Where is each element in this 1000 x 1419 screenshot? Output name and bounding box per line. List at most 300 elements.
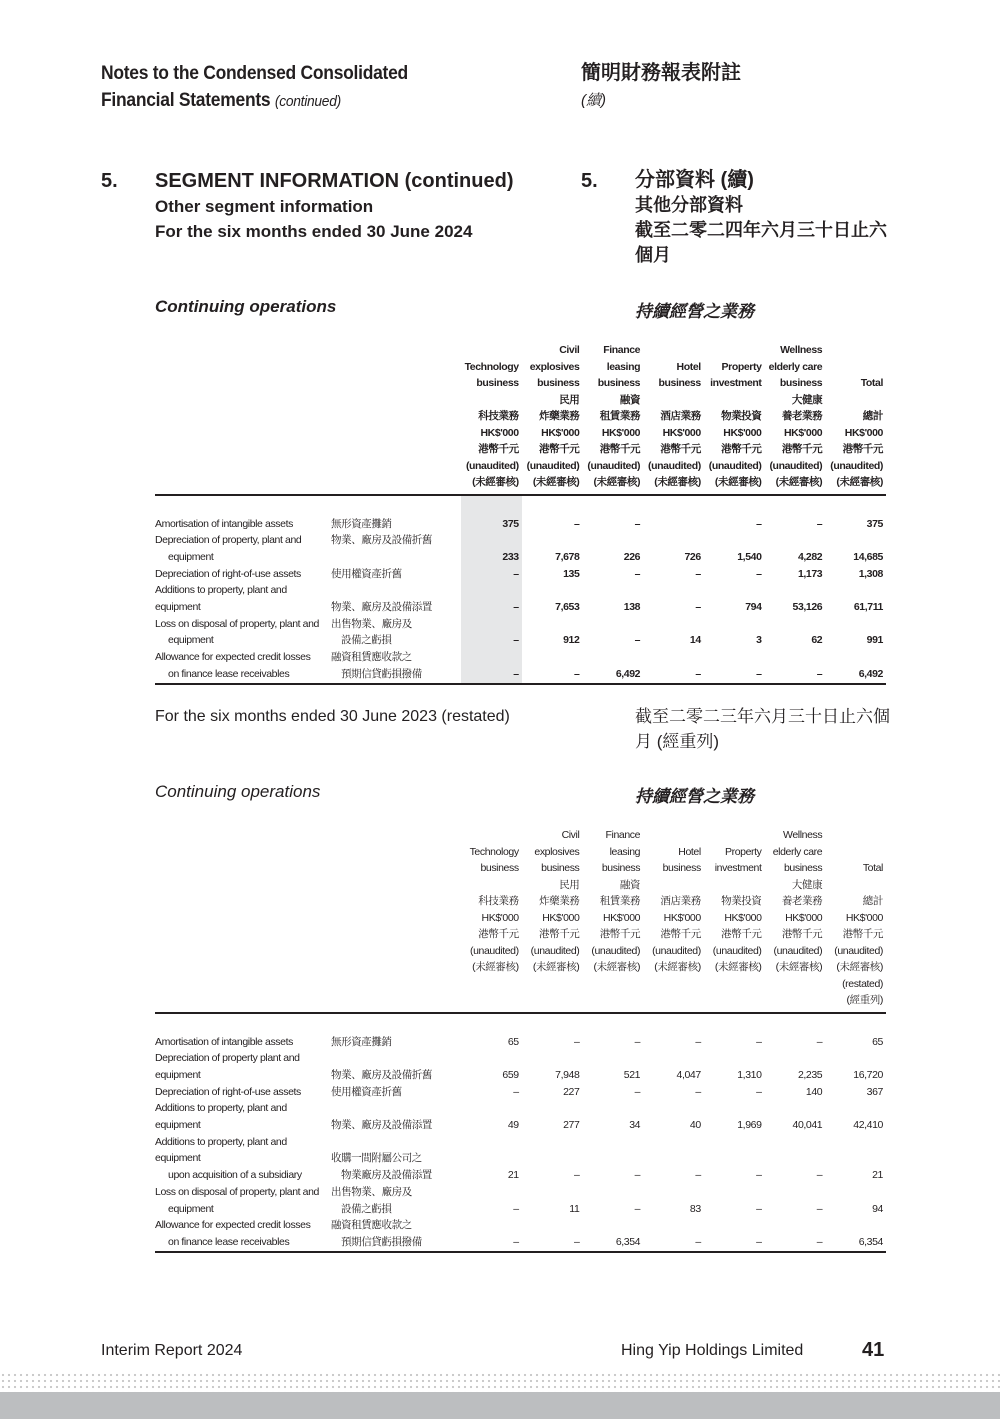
column-header-line: HK$'000: [783, 426, 823, 439]
row-label-en-line2: equipment: [168, 1202, 214, 1215]
value-cell: –: [634, 634, 641, 647]
row-label-en: [155, 1134, 331, 1184]
column-header-line: 港幣千元: [842, 928, 883, 940]
value-cell: 16,720: [853, 1068, 883, 1081]
column-header-line: [825, 827, 883, 844]
value-cell: –: [816, 1169, 823, 1182]
column-header-line: 酒店業務: [660, 895, 701, 907]
column-header-line: HK$'000: [541, 426, 580, 439]
row-label-zh-line1: 物業、廠房及設備折舊: [331, 1068, 432, 1081]
column-header-line: 港幣千元: [599, 443, 641, 455]
column-header-line: 酒店業務: [660, 410, 701, 422]
value-cell: –: [816, 517, 823, 530]
value-cell: 521: [623, 1068, 641, 1081]
column-header-line: Finance: [603, 344, 641, 356]
row-label-zh-line2: 預期信貸虧損撥備: [341, 667, 422, 680]
value-cell: –: [634, 1169, 641, 1182]
column-header-line: [825, 342, 883, 359]
value-cell: –: [695, 1035, 701, 1048]
column-header-line: (未經審核): [775, 476, 823, 488]
column-header-line: (unaudited): [830, 459, 883, 472]
column-header-line: [765, 992, 823, 1009]
table-row: [155, 582, 886, 615]
table-spacer-row: [155, 1013, 886, 1034]
column-header-line: business: [601, 862, 641, 874]
header-continued-zh: (續): [581, 92, 606, 109]
page-header-zh: [581, 60, 741, 114]
column-header-line: investment: [710, 377, 762, 389]
column-header-line: (unaudited): [526, 459, 580, 472]
spacer-cell: [461, 1013, 522, 1034]
column-header-line: 港幣千元: [539, 443, 580, 455]
value-cell: 1,540: [737, 550, 762, 563]
column-header-line: business: [541, 862, 580, 874]
column-header-line: [643, 827, 701, 844]
value-cell: –: [461, 1217, 522, 1251]
value-cell: 83: [689, 1202, 701, 1215]
column-header-line: (unaudited): [773, 944, 823, 957]
row-label-zh: [331, 532, 461, 565]
row-label-zh-spacer: [331, 549, 458, 566]
value-cell: –: [643, 1217, 704, 1251]
value-cell: –: [704, 1217, 765, 1251]
value-cell: 7,948: [555, 1068, 580, 1081]
column-header-line: HK$'000: [663, 911, 701, 924]
column-header-line: explosives: [534, 845, 580, 858]
row-label-zh-line1: 無形資產攤銷: [331, 1035, 392, 1048]
column-header-line: 融資: [619, 878, 641, 891]
continuing-operations-en-1: Continuing operations: [155, 297, 337, 316]
column-header-line: (unaudited): [652, 944, 701, 957]
column-header: [704, 827, 765, 1013]
row-label-zh-line1: 收購一間附屬公司之: [331, 1152, 422, 1165]
row-label-zh: [331, 649, 461, 683]
column-header-line: 港幣千元: [660, 928, 701, 940]
spacer-cell: [582, 1013, 643, 1034]
value-cell: –: [573, 1035, 580, 1048]
spacer-cell: [522, 1013, 583, 1034]
column-header-line: business: [779, 377, 823, 389]
column-header-line: (未經審核): [472, 961, 519, 973]
row-label-zh-line1: 出售物業、廠房及: [331, 1185, 412, 1198]
table-row: [155, 1050, 886, 1083]
value-cell: 14: [689, 634, 701, 647]
column-header: [461, 342, 522, 495]
column-header-line: (未經審核): [654, 476, 701, 488]
column-header-line: [522, 992, 580, 1009]
header-title-line2: Financial Statements: [101, 90, 271, 111]
value-cell: 140: [805, 1085, 823, 1098]
column-header-line: Civil: [561, 829, 580, 841]
column-header-line: 港幣千元: [721, 928, 762, 940]
column-header: [704, 342, 765, 495]
column-header-line: HK$'000: [542, 911, 580, 924]
column-header-line: [643, 992, 701, 1009]
value-cell: 912: [563, 634, 580, 647]
page-number: 41: [862, 1339, 885, 1361]
column-header-line: 總計: [862, 410, 883, 422]
header-blank: [331, 342, 461, 495]
value-cell: 6,492: [582, 649, 643, 683]
value-cell: 2,235: [797, 1068, 823, 1081]
column-header-line: (unaudited): [591, 944, 641, 957]
column-header-line: 養老業務: [781, 410, 823, 422]
column-header-line: (未經審核): [532, 961, 580, 973]
row-label-en-line1: Amortisation of intangible assets: [155, 517, 293, 530]
value-cell: 1,969: [737, 1119, 762, 1132]
table-header-row: [155, 827, 886, 1013]
column-header-line: Property: [721, 360, 762, 373]
column-header-line: 民用: [559, 393, 580, 406]
column-header-line: business: [537, 377, 580, 389]
column-header-line: (經重列): [846, 994, 883, 1006]
column-header-line: HK$'000: [845, 911, 883, 924]
column-header-line: elderly care: [772, 845, 823, 858]
column-header-line: 養老業務: [781, 895, 823, 907]
value-cell: [643, 516, 704, 533]
row-label-zh-line2: 設備之虧損: [341, 1202, 392, 1215]
column-header-line: HK$'000: [601, 426, 641, 439]
column-header-line: [643, 342, 701, 359]
value-cell: –: [756, 1202, 762, 1215]
column-header-line: 港幣千元: [842, 443, 883, 455]
spacer-cell: [461, 495, 522, 516]
section-title-zh: 分部資料 (續): [635, 169, 754, 191]
section-period-en: For the six months ended 30 June 2024: [155, 222, 473, 241]
row-label-zh-line1: 使用權資產折舊: [331, 567, 402, 580]
column-header: [461, 827, 522, 1013]
value-cell: 726: [684, 550, 701, 563]
row-label-en-line1: Depreciation of property plant and equipment: [155, 1052, 300, 1081]
value-cell: –: [522, 649, 583, 683]
column-header-line: investment: [714, 862, 762, 874]
column-header-line: (unaudited): [587, 459, 641, 472]
column-header-line: [461, 992, 519, 1009]
row-label-en-line1: Amortisation of intangible assets: [155, 1035, 293, 1048]
row-label-en: [155, 582, 331, 615]
value-cell: 135: [563, 567, 580, 580]
row-label-zh: [331, 1184, 461, 1217]
column-header-line: (未經審核): [472, 476, 519, 488]
column-header-line: (unaudited): [834, 944, 883, 957]
column-header-line: business: [476, 377, 519, 389]
row-label-zh: [331, 1217, 461, 1251]
value-cell: –: [573, 1169, 580, 1182]
row-label-zh-line2: 物業廠房及設備添置: [341, 1169, 432, 1182]
column-header-line: 炸藥業務: [539, 410, 580, 422]
column-header-line: HK$'000: [723, 426, 762, 439]
section-period-zh: 截至二零二四年六月三十日止六個月: [635, 220, 887, 265]
column-header-line: (未經審核): [836, 476, 883, 488]
value-cell: 367: [866, 1085, 883, 1098]
row-label-en: [155, 1184, 331, 1217]
value-cell: –: [634, 517, 641, 530]
row-label-zh: [331, 616, 461, 649]
value-cell: –: [461, 616, 522, 649]
table-row: [155, 1034, 886, 1051]
value-cell: 7,653: [555, 601, 580, 614]
value-cell: 7,678: [555, 550, 580, 563]
value-cell: –: [461, 649, 522, 683]
period-2023-en: For the six months ended 30 June 2023 (restated): [155, 708, 510, 725]
value-cell: 42,410: [853, 1119, 883, 1132]
row-label-en: [155, 566, 331, 583]
column-header-line: [643, 392, 701, 409]
period-2023-zh: 截至二零二三年六月三十日止六個月 (經重列): [635, 707, 890, 751]
column-header-line: [765, 976, 823, 993]
column-header-line: Total: [862, 862, 883, 874]
value-cell: 375: [866, 517, 883, 530]
value-cell: 375: [461, 516, 522, 533]
row-label-zh-line2: 設備之虧損: [341, 634, 392, 647]
value-cell: –: [765, 1217, 826, 1251]
header-blank: [331, 827, 461, 1013]
row-label-en: [155, 1217, 331, 1251]
row-label-en-line1: Allowance for expected credit losses: [155, 651, 311, 664]
row-label-zh: [331, 1034, 461, 1051]
value-cell: 227: [563, 1085, 580, 1098]
section-heading-zh: [635, 168, 895, 268]
column-header-line: Property: [725, 845, 762, 858]
spacer-cell: [765, 1013, 826, 1034]
value-cell: 34: [629, 1119, 641, 1132]
column-header-line: Technology: [464, 360, 519, 373]
column-header-line: HK$'000: [481, 911, 519, 924]
column-header-line: (unaudited): [648, 459, 701, 472]
value-cell: –: [695, 601, 701, 614]
value-cell: 277: [563, 1119, 580, 1132]
value-cell: 61,711: [853, 601, 883, 614]
value-cell: –: [765, 649, 826, 683]
table-row: [155, 1100, 886, 1133]
table-header-row: [155, 342, 886, 495]
value-cell: 233: [461, 532, 522, 565]
table-row: [155, 1134, 886, 1184]
column-header-line: 大健康: [791, 393, 823, 406]
section-title-en: SEGMENT INFORMATION (continued): [155, 170, 514, 192]
spacer-cell: [825, 1013, 886, 1034]
spacer-cell: [522, 495, 583, 516]
column-header-line: 港幣千元: [599, 928, 641, 940]
value-cell: 14,685: [853, 550, 883, 563]
row-label-en: [155, 649, 331, 683]
value-cell: 6,354: [825, 1217, 886, 1251]
column-header-line: Wellness: [783, 829, 823, 841]
column-header-line: 科技業務: [478, 410, 519, 422]
column-header-line: [825, 359, 883, 376]
column-header: [825, 342, 886, 495]
column-header-line: [461, 827, 519, 844]
continuing-operations-en-2: Continuing operations: [155, 782, 321, 801]
value-cell: 3: [756, 634, 762, 647]
column-header-line: HK$'000: [662, 426, 701, 439]
row-label-zh-line1: 物業、廠房及設備折舊: [331, 534, 432, 547]
column-header-line: business: [662, 862, 701, 874]
value-cell: –: [634, 1085, 641, 1098]
row-label-en-line2: upon acquisition of a subsidiary: [168, 1169, 302, 1182]
column-header-line: 民用: [559, 878, 580, 891]
column-header-line: [825, 877, 883, 894]
row-label-en: [155, 616, 331, 649]
value-cell: 40,041: [792, 1119, 823, 1132]
column-header-line: (unaudited): [530, 944, 580, 957]
value-cell: –: [643, 649, 704, 683]
footer-band: [0, 1392, 1000, 1419]
column-header-line: HK$'000: [602, 911, 641, 924]
row-label-en: [155, 532, 331, 565]
column-header-line: 港幣千元: [781, 443, 823, 455]
row-label-en-line1: Additions to property, plant and equipment: [155, 1135, 287, 1165]
value-cell: –: [573, 517, 580, 530]
value-cell: –: [695, 1085, 701, 1098]
column-header-line: 炸藥業務: [539, 895, 580, 907]
column-header-line: [522, 976, 580, 993]
value-cell: 4,282: [797, 550, 823, 563]
row-label-en-line1: Additions to property, plant and equipment: [155, 1102, 287, 1132]
row-label-en-line1: Additions to property, plant and equipment: [155, 584, 287, 614]
column-header-line: business: [480, 862, 519, 874]
spacer-cell: [331, 495, 461, 516]
value-cell: 794: [745, 601, 762, 614]
row-label-en-line2: on finance lease receivables: [168, 1235, 290, 1248]
value-cell: –: [461, 582, 522, 615]
row-label-zh: [331, 582, 461, 615]
table-row: [155, 649, 886, 683]
column-header: [825, 827, 886, 1013]
value-cell: 94: [872, 1202, 883, 1215]
value-cell: 53,126: [792, 601, 823, 614]
column-header-line: Hotel: [678, 845, 701, 858]
column-header-line: [704, 342, 762, 359]
value-cell: 1,310: [737, 1068, 762, 1081]
column-header-line: [461, 976, 519, 993]
header-title-zh: 簡明財務報表附註: [581, 62, 741, 84]
value-cell: 11: [569, 1202, 580, 1215]
table-row: [155, 532, 886, 565]
column-header-line: Civil: [559, 344, 580, 356]
column-header-line: (unaudited): [469, 944, 519, 957]
column-header-line: HK$'000: [785, 911, 823, 924]
page-header-en: [101, 60, 408, 115]
segment-table-2023: [155, 827, 886, 1253]
table-spacer-row: [155, 495, 886, 516]
column-header-line: 融資: [619, 393, 641, 406]
column-header-line: (unaudited): [708, 459, 762, 472]
value-cell: 49: [507, 1119, 519, 1132]
value-cell: –: [704, 649, 765, 683]
column-header-line: [582, 992, 640, 1009]
column-header-line: leasing: [609, 845, 641, 858]
column-header-line: HK$'000: [480, 426, 519, 439]
value-cell: –: [816, 1202, 823, 1215]
spacer-cell: [155, 1013, 331, 1034]
column-header-line: 港幣千元: [721, 443, 762, 455]
row-label-en: [155, 516, 331, 533]
row-label-zh-line1: 無形資產攤銷: [331, 517, 392, 530]
row-label-en-line2: equipment: [168, 550, 214, 563]
column-header-line: HK$'000: [844, 426, 883, 439]
column-header: [765, 827, 826, 1013]
column-header-line: (restated): [842, 977, 883, 990]
value-cell: 6,492: [825, 649, 886, 683]
column-header-line: (未經審核): [714, 476, 762, 488]
column-header-line: Finance: [605, 829, 641, 841]
column-header-line: 港幣千元: [539, 928, 580, 940]
continuing-operations-zh-1: 持續經營之業務: [635, 302, 754, 321]
column-header: [643, 342, 704, 495]
value-cell: 1,173: [797, 567, 823, 580]
column-header-line: [461, 877, 519, 894]
row-label-en: [155, 1034, 331, 1051]
row-label-zh-line2: 預期信貸虧損撥備: [341, 1235, 422, 1248]
value-cell: 226: [623, 550, 641, 563]
value-cell: –: [756, 1169, 762, 1182]
row-label-zh: [331, 1134, 461, 1184]
value-cell: 21: [872, 1169, 883, 1182]
column-header-line: (未經審核): [593, 476, 641, 488]
column-header-line: leasing: [606, 360, 641, 373]
column-header: [582, 342, 643, 495]
value-cell: 65: [872, 1035, 883, 1048]
section-number-zh: 5.: [581, 170, 598, 192]
column-header-line: (未經審核): [532, 476, 580, 488]
column-header-line: HK$'000: [724, 911, 762, 924]
value-cell: –: [461, 566, 522, 583]
row-label-en-line2: on finance lease receivables: [168, 667, 290, 680]
row-label-zh: [331, 1084, 461, 1101]
value-cell: –: [756, 1085, 762, 1098]
section-heading-en: [155, 168, 514, 244]
column-header-line: (未經審核): [714, 961, 762, 973]
column-header-line: 港幣千元: [660, 443, 701, 455]
column-header-line: [825, 844, 883, 861]
row-label-en: [155, 1100, 331, 1133]
spacer-cell: [704, 495, 765, 516]
column-header-line: explosives: [529, 360, 580, 373]
column-header-line: (未經審核): [775, 961, 823, 973]
column-header-line: (unaudited): [465, 459, 519, 472]
value-cell: –: [513, 1202, 519, 1215]
header-continued: (continued): [274, 93, 341, 110]
value-cell: 659: [502, 1068, 519, 1081]
value-cell: –: [634, 1035, 641, 1048]
value-cell: 138: [623, 601, 641, 614]
table-row: [155, 516, 886, 533]
column-header-line: business: [658, 377, 701, 389]
value-cell: 4,047: [676, 1068, 701, 1081]
column-header-line: 港幣千元: [781, 928, 823, 940]
column-header-line: [704, 992, 762, 1009]
value-cell: 65: [507, 1035, 519, 1048]
row-label-en: [155, 1050, 331, 1083]
column-header-line: 大健康: [791, 878, 823, 891]
spacer-cell: [643, 495, 704, 516]
column-header-line: 港幣千元: [478, 443, 519, 455]
row-label-zh: [331, 1050, 461, 1083]
value-cell: –: [634, 1202, 641, 1215]
column-header-line: Total: [860, 377, 883, 389]
column-header-line: Hotel: [676, 360, 701, 373]
table-row: [155, 1217, 886, 1251]
value-cell: 62: [811, 634, 823, 647]
column-header-line: [461, 342, 519, 359]
value-cell: –: [522, 1217, 583, 1251]
spacer-cell: [643, 1013, 704, 1034]
column-header-line: 租賃業務: [599, 895, 641, 907]
row-label-en-line1: Depreciation of property, plant and: [155, 534, 302, 547]
spacer-cell: [582, 495, 643, 516]
column-header-line: [461, 392, 519, 409]
